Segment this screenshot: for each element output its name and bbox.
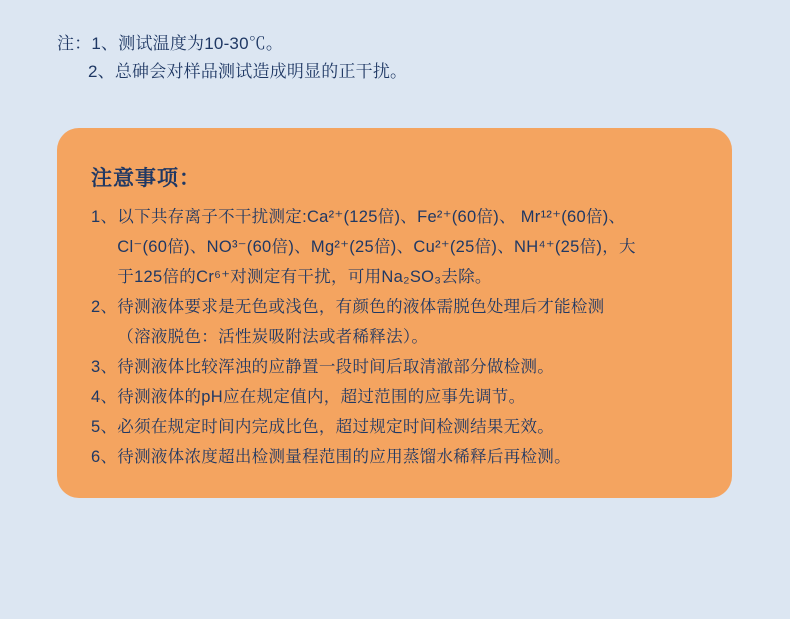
precaution-line: 待测液体比较浑浊的应静置一段时间后取清澈部分做检测。 xyxy=(117,358,555,376)
precaution-line: 待测液体要求是无色或浅色，有颜色的液体需脱色处理后才能检测 xyxy=(117,298,605,316)
notes-block xyxy=(57,30,747,86)
precaution-number: 6、 xyxy=(91,448,118,466)
precaution-number: 1、 xyxy=(91,208,118,226)
precaution-text xyxy=(117,412,704,442)
precautions-title: 注意事项： xyxy=(91,167,201,190)
precaution-text xyxy=(117,292,704,352)
precaution-line: 待测液体浓度超出检测量程范围的应用蒸馏水稀释后再检测。 xyxy=(117,448,571,466)
precaution-item-2 xyxy=(91,292,704,352)
precaution-item-4 xyxy=(91,382,704,412)
precaution-line: 必须在规定时间内完成比色，超过规定时间检测结果无效。 xyxy=(117,418,555,436)
note-line-2: 2、总砷会对样品测试造成明显的正干扰。 xyxy=(88,62,408,81)
precaution-line: 于125倍的Cr⁶⁺对测定有干扰，可用Na₂SO₃去除。 xyxy=(117,268,492,286)
precaution-line: Cl⁻(60倍)、NO³⁻(60倍)、Mg²⁺(25倍)、Cu²⁺(25倍)、NH⁴⁺(25倍)，大 xyxy=(117,238,636,256)
precaution-number: 3、 xyxy=(91,358,118,376)
precaution-text xyxy=(117,442,704,472)
precaution-line: 待测液体的pH应在规定值内，超过范围的应事先调节。 xyxy=(117,388,526,406)
precaution-number: 5、 xyxy=(91,418,118,436)
precautions-card xyxy=(57,128,732,498)
precaution-item-3 xyxy=(91,352,704,382)
precaution-number: 2、 xyxy=(91,298,118,316)
precaution-line: （溶液脱色：活性炭吸附法或者稀释法）。 xyxy=(117,328,429,346)
precaution-item-1 xyxy=(91,202,704,292)
precaution-text xyxy=(117,352,704,382)
precaution-item-6 xyxy=(91,442,704,472)
precaution-item-5 xyxy=(91,412,704,442)
precaution-line: 以下共存离子不干扰测定:Ca²⁺(125倍)、Fe²⁺(60倍)、 Mr¹²⁺(60倍)、 xyxy=(117,208,626,226)
note-line-1: 注：1、测试温度为10-30℃。 xyxy=(57,34,284,53)
precaution-text xyxy=(117,382,704,412)
precaution-number: 4、 xyxy=(91,388,118,406)
precaution-text xyxy=(117,202,704,292)
